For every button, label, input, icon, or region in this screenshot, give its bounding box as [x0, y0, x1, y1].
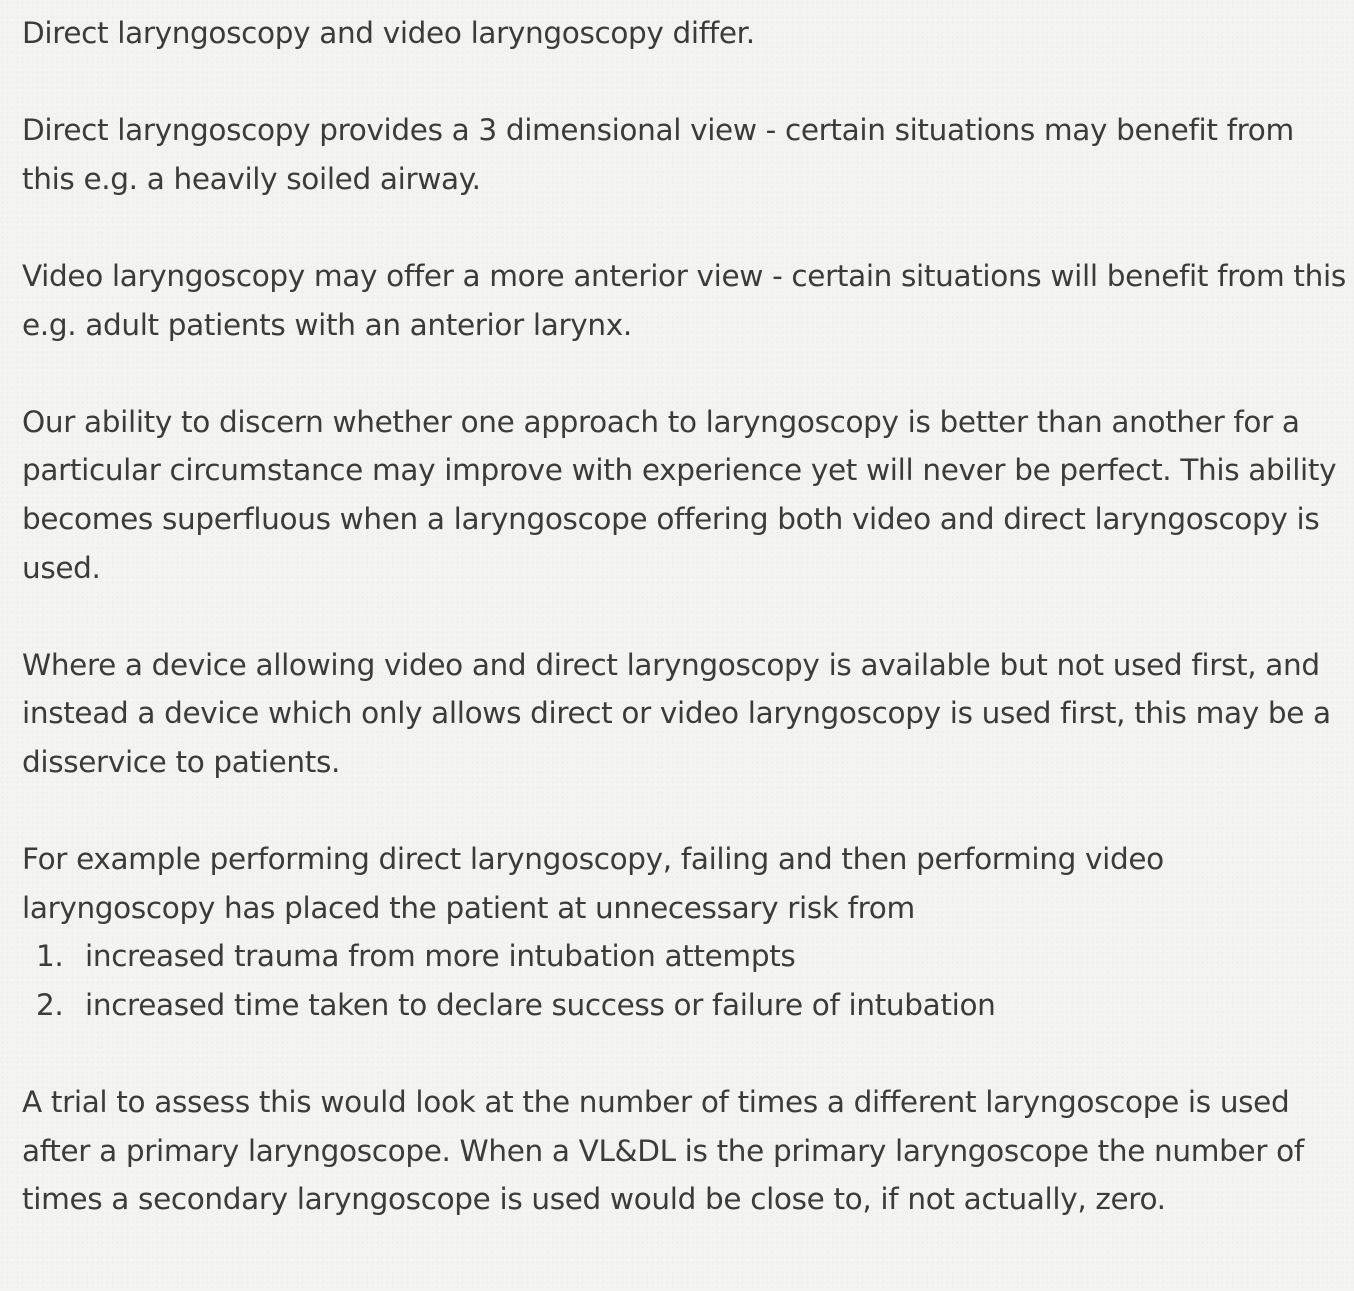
- blank-line: [22, 203, 1348, 252]
- paragraph-example: For example performing direct laryngoscopy, failing and then performing video laryngoscopy has placed the patient at unnecessary risk from: [22, 842, 1164, 925]
- list-item-text: increased trauma from more intubation attempts: [85, 939, 796, 974]
- blank-line: [22, 349, 1348, 398]
- blank-line: [22, 592, 1348, 641]
- list-number: 1.: [36, 939, 64, 974]
- risk-list: [22, 932, 1348, 1029]
- paragraph-intro: Direct laryngoscopy and video laryngoscopy differ.: [22, 16, 755, 50]
- list-item-text: increased time taken to declare success or failure of intubation: [85, 987, 996, 1022]
- list-number: 2.: [36, 987, 64, 1022]
- blank-line: [22, 787, 1348, 836]
- paragraph-video-laryngoscopy: Video laryngoscopy may offer a more anterior view - certain situations will benefit from this e.g. adult patients with an anterior larynx.: [22, 258, 1346, 342]
- paragraph-ability-to-discern: Our ability to discern whether one approach to laryngoscopy is better than another for a particular circumstance may improve with experience yet will never be perfect. This ability becomes superfluous when a laryngoscope offering both video and direct laryngoscopy is used.: [22, 404, 1337, 585]
- note-body: [22, 9, 1348, 1224]
- list-item: [22, 932, 1348, 981]
- blank-line: [22, 58, 1348, 107]
- blank-line: [22, 1029, 1348, 1078]
- paragraph-trial: A trial to assess this would look at the number of times a different laryngoscope is used after a primary laryngoscope. When a VL&DL is the primary laryngoscope the number of times a secondary laryngoscope is used would be close to, if not actually, zero.: [22, 1085, 1304, 1217]
- paragraph-device-availability: Where a device allowing video and direct laryngoscopy is available but not used first, and instead a device which only allows direct or video laryngoscopy is used first, this may be a disservice to patients.: [22, 647, 1331, 779]
- paragraph-direct-laryngoscopy: Direct laryngoscopy provides a 3 dimensional view - certain situations may benefit from this e.g. a heavily soiled airway.: [22, 113, 1294, 196]
- list-item: [22, 981, 1348, 1030]
